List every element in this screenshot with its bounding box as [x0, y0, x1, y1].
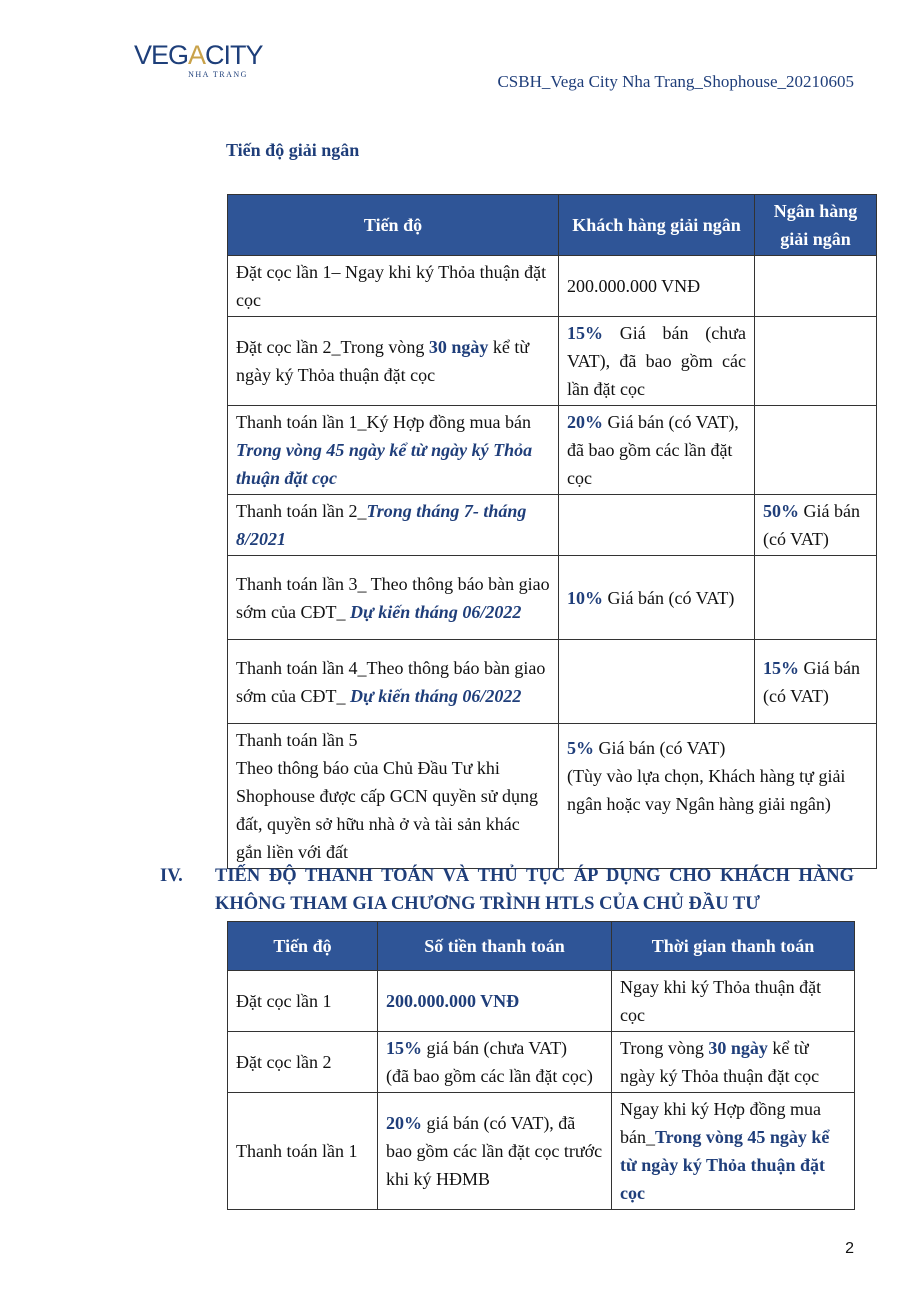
stage-cell — [228, 640, 559, 724]
stage-text: Thanh toán lần 4_Theo thông báo bàn giao sớm của CĐT_ — [236, 657, 546, 706]
merged-payment-cell — [559, 724, 877, 869]
stage-cell: Đặt cọc lần 1 — [228, 971, 378, 1032]
amount-note: (đã bao gồm các lần đặt cọc) — [386, 1066, 593, 1086]
stage-text: Thanh toán lần 2_ — [236, 501, 367, 521]
percent-value: 15% — [386, 1038, 422, 1058]
header-time: Thời gian thanh toán — [612, 922, 855, 971]
percent-value: 20% — [567, 412, 603, 432]
page-number: 2 — [845, 1240, 854, 1257]
customer-text: Giá bán (chưa VAT), đã bao gồm các lần đặt cọc — [567, 323, 746, 399]
percent-value: 20% — [386, 1113, 422, 1133]
header-stage: Tiến độ — [228, 922, 378, 971]
section-title-line1: TIẾN ĐỘ THANH TOÁN VÀ THỦ TỤC ÁP DỤNG CHO KHÁCH HÀNG — [215, 866, 854, 886]
percent-value: 10% — [567, 587, 603, 608]
table-row — [228, 640, 877, 724]
customer-cell — [559, 495, 755, 556]
stage-cell: Thanh toán lần 1 — [228, 1093, 378, 1210]
payment-note: (Tùy vào lựa chọn, Khách hàng tự giải ngân hoặc vay Ngân hàng giải ngân) — [567, 766, 846, 814]
percent-value: 15% — [763, 657, 799, 678]
table-row — [228, 1093, 855, 1210]
amount-cell — [378, 1093, 612, 1210]
stage-cell — [228, 495, 559, 556]
customer-cell — [559, 406, 755, 495]
stage-title: Thanh toán lần 5 — [236, 730, 358, 750]
time-cell — [612, 1093, 855, 1210]
stage-highlight: Trong vòng 45 ngày kể từ ngày ký Thỏa thuận đặt cọc — [236, 440, 533, 488]
time-cell: Ngay khi ký Thỏa thuận đặt cọc — [612, 971, 855, 1032]
time-highlight: Trong vòng 45 ngày kể từ ngày ký Thỏa thuận đặt cọc — [620, 1127, 830, 1203]
bank-cell — [755, 406, 877, 495]
table-row — [228, 1032, 855, 1093]
stage-text: kể từ ngày ký Thỏa thuận đặt cọc — [236, 337, 530, 385]
customer-text: Giá bán (có VAT), đã bao gồm các lần đặt cọc — [567, 412, 739, 488]
amount-cell — [378, 1032, 612, 1093]
table-row — [228, 495, 877, 556]
stage-cell — [228, 406, 559, 495]
percent-value: 5% — [567, 738, 594, 758]
stage-cell — [228, 556, 559, 640]
amount-cell: 200.000.000 VNĐ — [378, 971, 612, 1032]
table-row — [228, 556, 877, 640]
table-row — [228, 724, 877, 869]
customer-cell — [559, 640, 755, 724]
stage-body: Theo thông báo của Chủ Đầu Tư khi Shophouse được cấp GCN quyền sử dụng đất, quyền sở hữu nhà ở và tài sản khác gắn liền với đất — [236, 758, 539, 862]
stage-text: Đặt cọc lần 2_Trong vòng — [236, 337, 429, 357]
percent-value: 15% — [567, 323, 603, 343]
header-customer: Khách hàng giải ngân — [559, 195, 755, 256]
time-cell — [612, 1032, 855, 1093]
amount-text: giá bán (có VAT), đã bao gồm các lần đặt cọc trước khi ký HĐMB — [386, 1113, 603, 1189]
time-text: Trong vòng — [620, 1038, 709, 1058]
time-highlight: 30 ngày — [708, 1038, 768, 1058]
stage-highlight: 30 ngày — [428, 337, 489, 357]
payment-schedule-table — [227, 921, 855, 1210]
section-number: IV. — [160, 866, 183, 886]
time-text: kể từ ngày ký Thỏa thuận đặt cọc — [620, 1038, 820, 1086]
table-header-row — [228, 195, 877, 256]
header-stage: Tiến độ — [228, 195, 559, 256]
section-title-line2: KHÔNG THAM GIA CHƯƠNG TRÌNH HTLS CỦA CHỦ ĐẦU TƯ — [215, 894, 760, 914]
header-amount: Số tiền thanh toán — [378, 922, 612, 971]
bank-cell — [755, 495, 877, 556]
table-row — [228, 317, 877, 406]
payment-text: Giá bán (có VAT) — [594, 738, 726, 758]
customer-cell — [559, 317, 755, 406]
bank-cell — [755, 556, 877, 640]
stage-cell — [228, 724, 559, 869]
bank-text: Giá bán (có VAT) — [763, 501, 860, 549]
logo-wordmark: VEGACITY — [134, 40, 263, 70]
stage-cell — [228, 317, 559, 406]
disbursement-subtitle: Tiến độ giải ngân — [226, 140, 360, 160]
customer-cell — [559, 556, 755, 640]
stage-highlight: Trong tháng 7- tháng 8/2021 — [236, 501, 527, 549]
section-iv-heading — [160, 862, 854, 918]
table-row — [228, 256, 877, 317]
table-row — [228, 971, 855, 1032]
customer-cell: 200.000.000 VNĐ — [559, 256, 755, 317]
stage-highlight: Dự kiến tháng 06/2022 — [350, 685, 522, 706]
disbursement-table — [227, 194, 877, 869]
stage-cell: Đặt cọc lần 1– Ngay khi ký Thỏa thuận đặt cọc — [228, 256, 559, 317]
time-text: Ngay khi ký Hợp đồng mua bán_ — [620, 1099, 821, 1147]
document-reference: CSBH_Vega City Nha Trang_Shophouse_20210605 — [497, 72, 854, 91]
percent-value: 50% — [763, 501, 799, 521]
bank-cell — [755, 256, 877, 317]
stage-text: Thanh toán lần 3_ Theo thông báo bàn giao sớm của CĐT_ — [236, 573, 550, 622]
company-logo — [134, 42, 284, 86]
customer-text: Giá bán (có VAT) — [603, 587, 735, 608]
stage-text: Thanh toán lần 1_Ký Hợp đồng mua bán — [236, 412, 531, 432]
header-bank: Ngân hàng giải ngân — [755, 195, 877, 256]
table-header-row — [228, 922, 855, 971]
bank-text: Giá bán (có VAT) — [763, 657, 860, 706]
bank-cell — [755, 317, 877, 406]
amount-text: giá bán (chưa VAT) — [422, 1038, 568, 1058]
stage-highlight: Dự kiến tháng 06/2022 — [350, 601, 522, 622]
bank-cell — [755, 640, 877, 724]
table-row — [228, 406, 877, 495]
stage-cell: Đặt cọc lần 2 — [228, 1032, 378, 1093]
logo-subtitle: NHA TRANG — [188, 70, 248, 79]
